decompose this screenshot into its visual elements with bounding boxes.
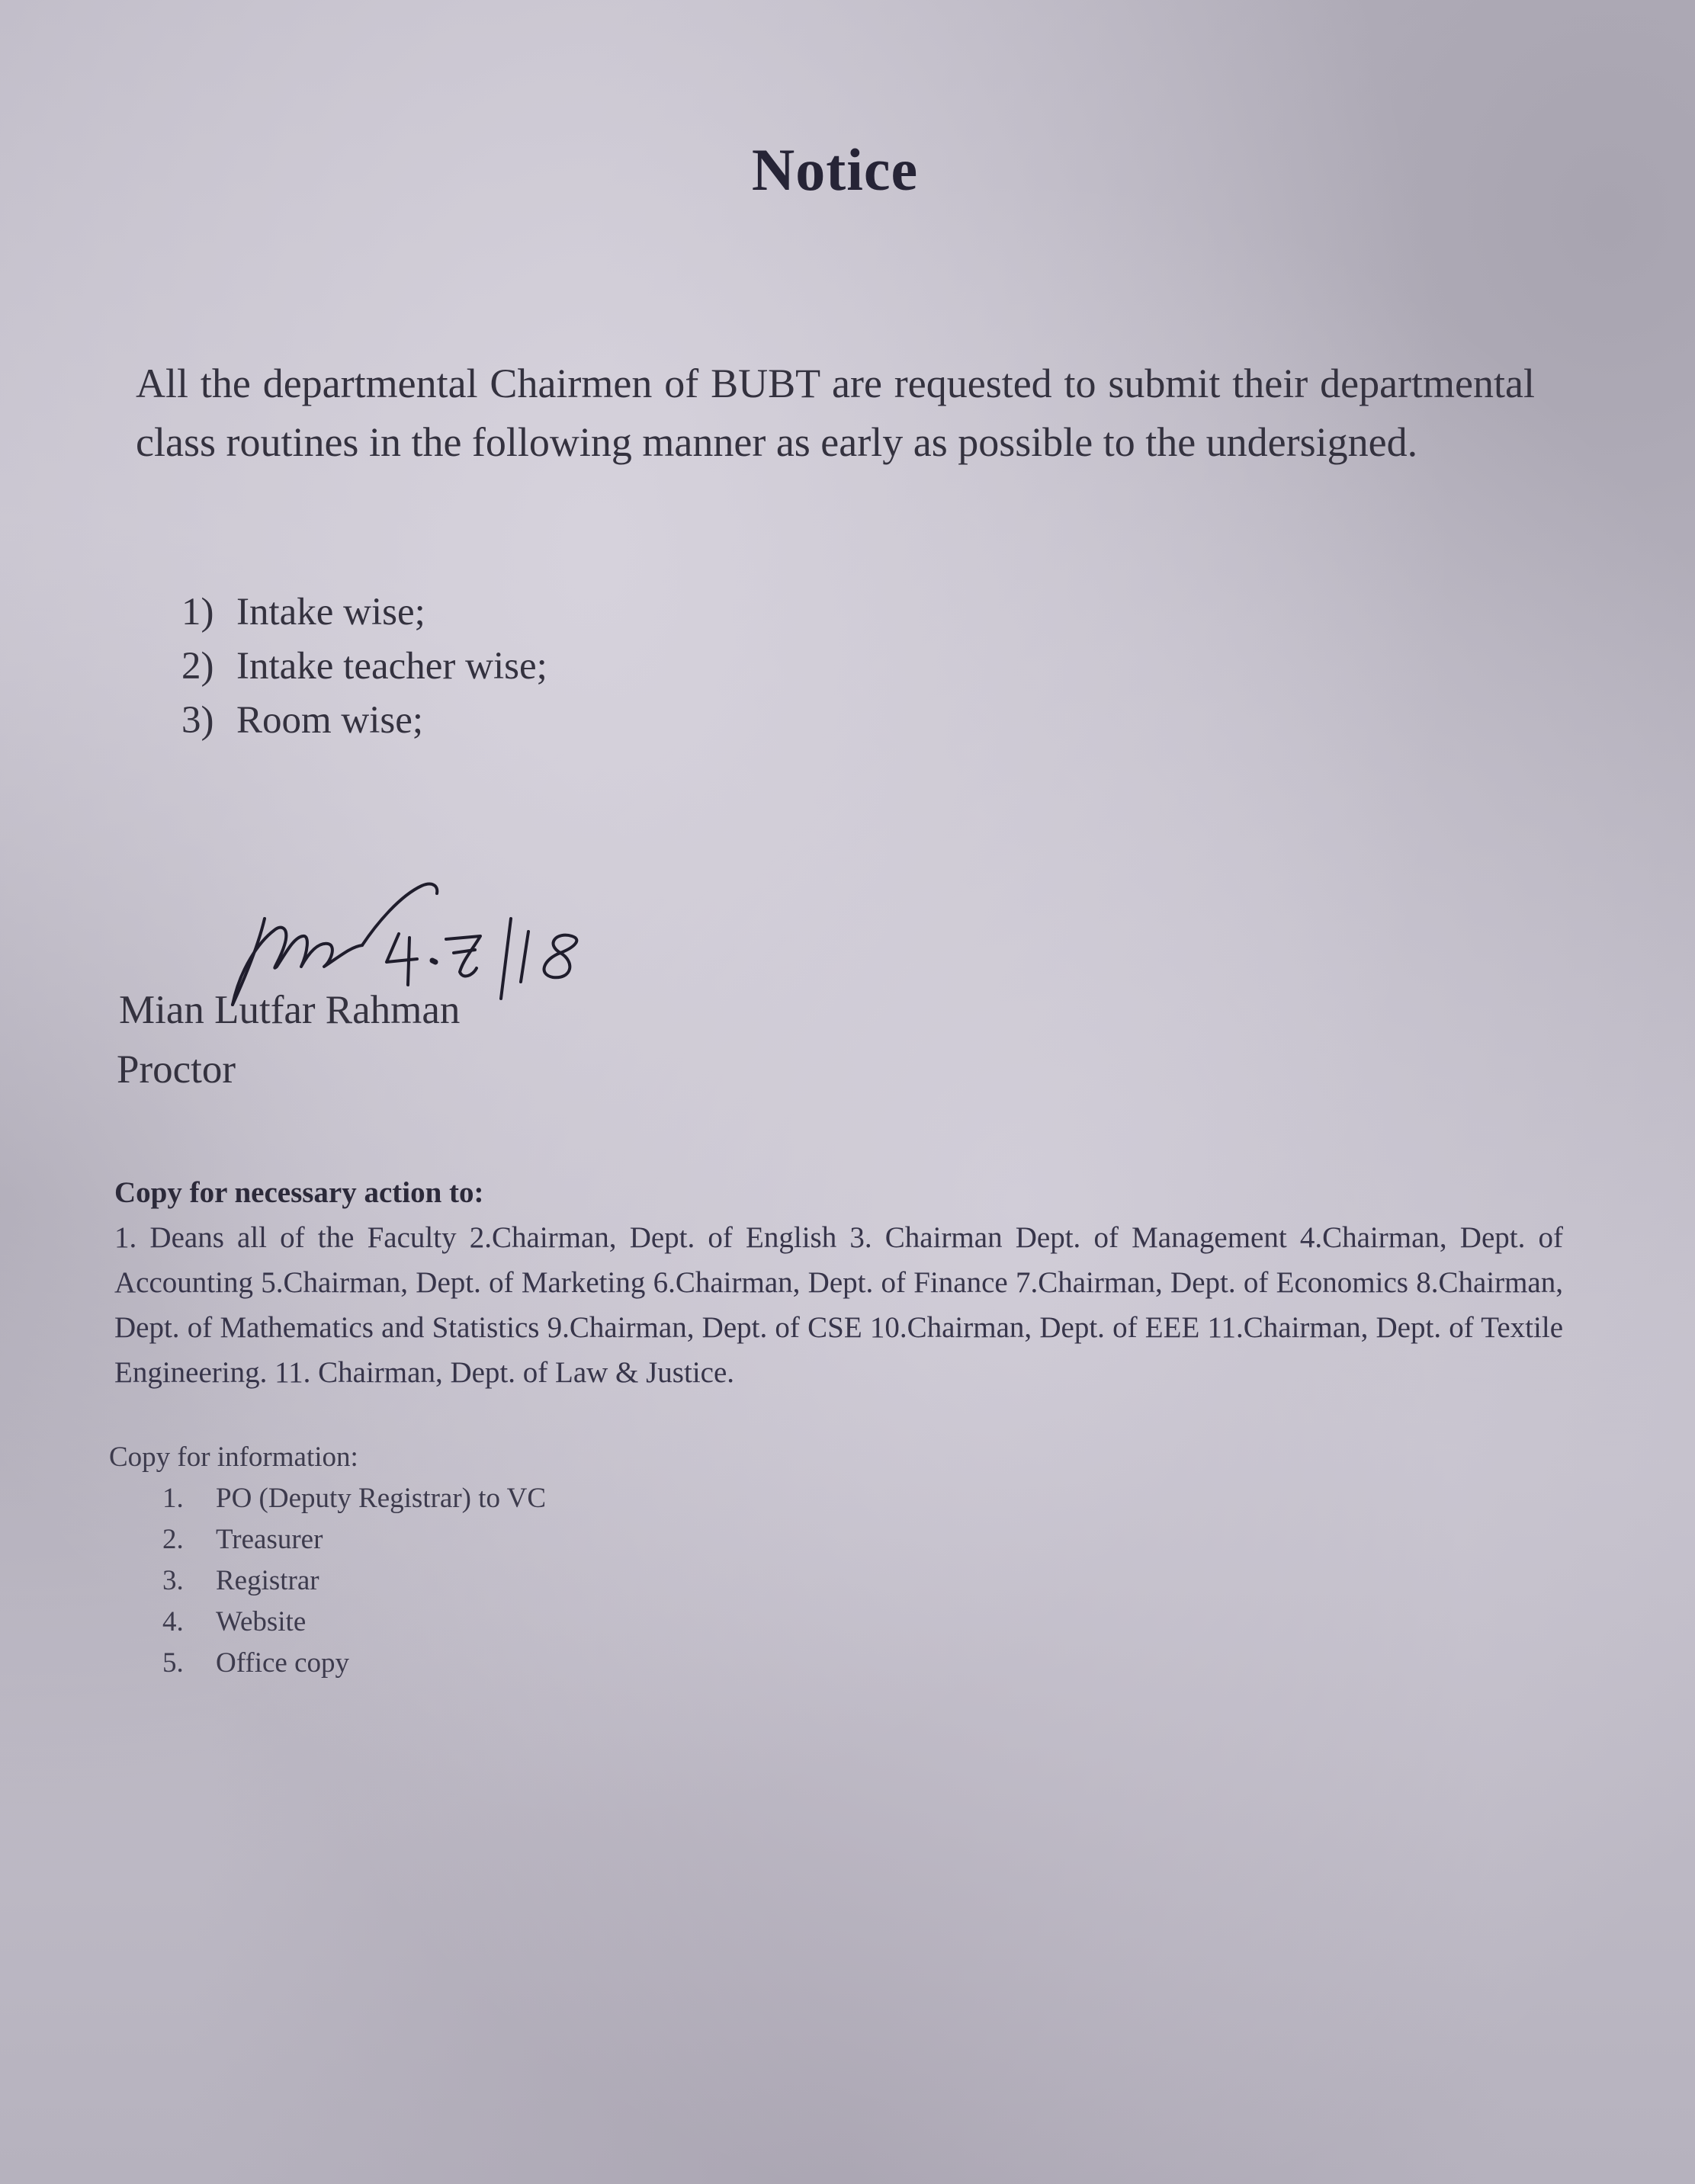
- list-item: [162, 1478, 546, 1519]
- copy-for-information-heading: Copy for information:: [109, 1442, 358, 1473]
- list-item-text: Treasurer: [216, 1524, 323, 1555]
- copy-for-action-recipients: 1. Deans all of the Faculty 2.Chairman, Dept. of English 3. Chairman Dept. of Management 4.Chairman, Dept. of Accounting 5.Chairman, Dept. of Marketing 6.Chairman, Dept. of Finance 7.Chairman, Dept. of Economics 8.Chairman, Dept. of Mathematics and Statistics 9.Chairman, Dept. of CSE 10.Chairman, Dept. of EEE 11.Chairman, Dept. of Textile Engineering. 11. Chairman, Dept. of Law & Justice.: [114, 1221, 1563, 1389]
- list-item-text: Intake teacher wise;: [236, 645, 547, 688]
- list-item-number: 3.: [162, 1565, 184, 1596]
- list-item-text: Room wise;: [236, 699, 424, 742]
- list-item-number: 3): [181, 699, 214, 742]
- notice-intro: All the departmental Chairmen of BUBT are requested to submit their departmental class routines in the following manner as early as possible to the undersigned.: [136, 361, 1535, 465]
- notice-title: Notice: [751, 136, 919, 203]
- copy-for-action-section: [114, 1170, 1563, 1395]
- copy-for-information-list: [109, 1478, 546, 1684]
- list-item-number: 4.: [162, 1606, 184, 1637]
- list-item: [181, 640, 547, 694]
- list-item: [181, 694, 547, 748]
- list-item-text: Website: [216, 1606, 307, 1637]
- list-item-text: Intake wise;: [236, 591, 425, 633]
- list-item-number: 2.: [162, 1524, 184, 1555]
- list-item: [162, 1519, 546, 1560]
- copy-for-action-heading: Copy for necessary action to:: [114, 1176, 484, 1209]
- list-item-text: PO (Deputy Registrar) to VC: [216, 1483, 546, 1514]
- list-item-text: Office copy: [216, 1647, 349, 1679]
- list-item: [162, 1602, 546, 1643]
- list-item-text: Registrar: [216, 1565, 319, 1596]
- requirements-list: [181, 585, 547, 748]
- signer-title: Proctor: [117, 1047, 236, 1092]
- list-item: [162, 1560, 546, 1602]
- list-item-number: 2): [181, 645, 214, 688]
- list-item-number: 1): [181, 591, 214, 633]
- list-item: [162, 1643, 546, 1684]
- list-item: [181, 585, 547, 640]
- copy-for-information-section: [109, 1437, 546, 1684]
- list-item-number: 5.: [162, 1647, 184, 1679]
- signer-name: Mian Lutfar Rahman: [119, 988, 461, 1032]
- list-item-number: 1.: [162, 1483, 184, 1514]
